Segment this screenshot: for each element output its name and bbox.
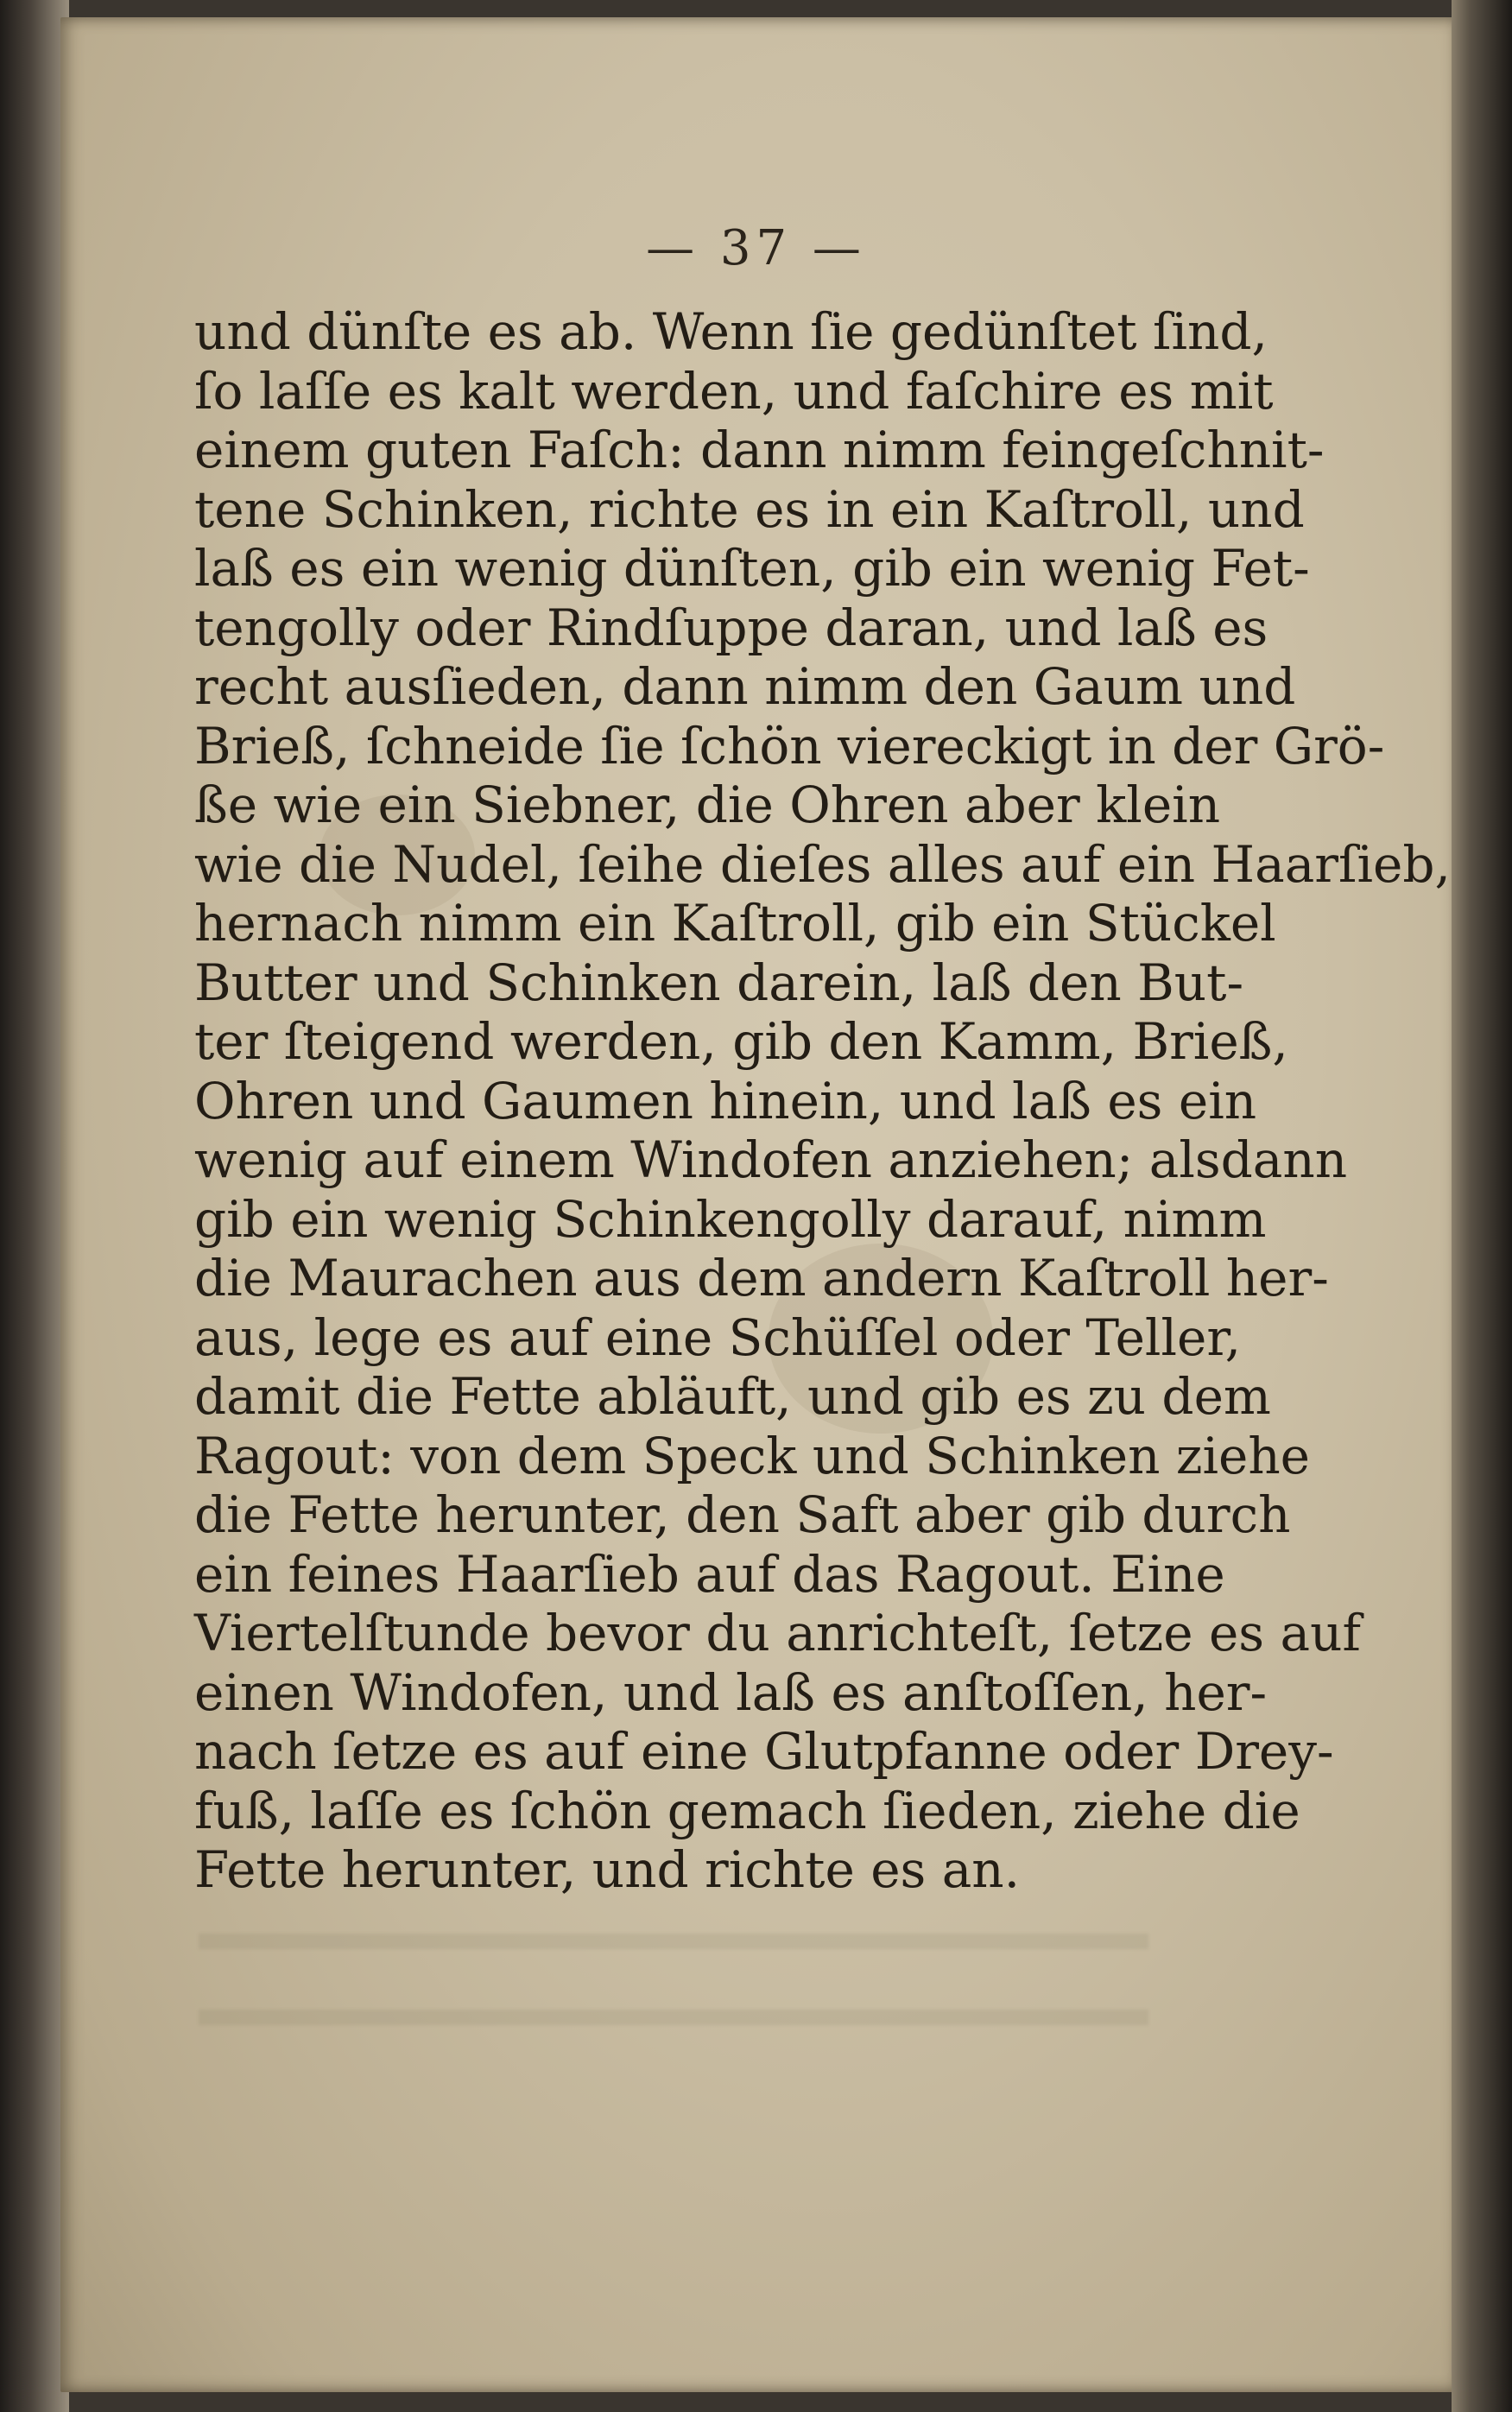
text-line: und dünſte es ab. Wenn ſie gedünſtet ſind,: [194, 302, 1268, 361]
text-line: die Fette herunter, den Saft aber gib durch: [194, 1485, 1291, 1544]
page-number: — 37 —: [646, 220, 866, 276]
text-line: Viertelſtunde bevor du anrichteſt, ſetze es auf: [194, 1604, 1361, 1662]
text-line: Butter und Schinken darein, laß den But-: [194, 953, 1244, 1012]
text-line: wie die Nudel, ſeihe dieſes alles auf ein Haarſieb,: [194, 834, 1451, 894]
page-edge-shadow: [1452, 0, 1512, 2412]
text-line: ße wie ein Siebner, die Ohren aber klein: [194, 776, 1221, 834]
text-line: die Maurachen aus dem andern Kaſtroll her-: [194, 1249, 1329, 1307]
text-line: damit die Fette abläuft, und gib es zu dem: [194, 1367, 1271, 1426]
text-line: aus, lege es auf eine Schüſſel oder Teller,: [194, 1307, 1242, 1367]
text-line: tengolly oder Rindſuppe daran, und laß es: [194, 598, 1268, 657]
text-line: recht ausſieden, dann nimm den Gaum und: [194, 657, 1296, 716]
show-through-text: [199, 1878, 1148, 2030]
text-line: einen Windofen, und laß es anſtoſſen, her-: [194, 1662, 1268, 1722]
text-line: Fette herunter, und richte es an.: [194, 1840, 1021, 1899]
text-line: nach ſetze es auf eine Glutpfanne oder Drey-: [194, 1722, 1334, 1781]
text-line: einem guten Faſch: dann nimm feingeſchnit-: [194, 421, 1325, 479]
text-line: Brieß, ſchneide ſie ſchön viereckigt in der Grö-: [194, 716, 1385, 776]
text-line: tene Schinken, richte es in ein Kaſtroll, und: [194, 479, 1305, 539]
text-line: ein feines Haarſieb auf das Ragout. Eine: [194, 1544, 1225, 1604]
show-through-line: [199, 1878, 1148, 1949]
text-line: ter ſteigend werden, gib den Kamm, Brieß,: [194, 1012, 1288, 1071]
text-line: ſo laſſe es kalt werden, und faſchire es mit: [194, 361, 1274, 421]
book-spine-edge: [0, 0, 69, 2412]
text-line: Ragout: von dem Speck und Schinken ziehe: [194, 1426, 1311, 1485]
body-text: [194, 302, 1451, 1900]
text-line: Ohren und Gaumen hinein, und laß es ein: [194, 1071, 1257, 1130]
show-through-line: [199, 1954, 1148, 2025]
text-line: wenig auf einem Windofen anziehen; alsdann: [194, 1130, 1348, 1189]
text-line: gib ein wenig Schinkengolly darauf, nimm: [194, 1189, 1267, 1249]
text-line: fuß, laſſe es ſchön gemach ſieden, ziehe die: [194, 1781, 1300, 1840]
text-line: laß es ein wenig dünſten, gib ein wenig Fet-: [194, 539, 1310, 598]
text-line: hernach nimm ein Kaſtroll, gib ein Stückel: [194, 894, 1276, 953]
